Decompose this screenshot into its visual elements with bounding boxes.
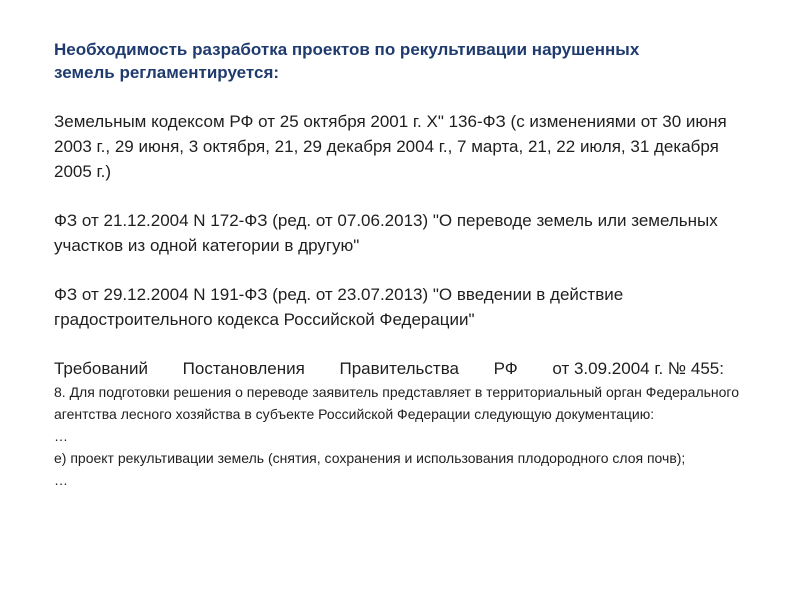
federal-law-172-paragraph: ФЗ от 21.12.2004 N 172-ФЗ (ред. от 07.06.2013) "О переводе земель или земельных участков из одной категории в другую": [54, 211, 718, 255]
heading-line-1: Необходимость разработка проектов по рекультивации нарушенных: [54, 40, 640, 59]
ellipsis-1: …: [54, 428, 68, 444]
requirements-heading: [54, 356, 724, 381]
slide-content: [54, 38, 754, 491]
item-8-text: 8. Для подготовки решения о переводе заявитель представляет в территориальный орган Федерального агентства лесного хозяйства в субъекте Российской Федерации следующую документацию:: [54, 384, 740, 422]
requirements-word-3: Правительства: [339, 359, 459, 378]
requirements-word-1: Требований: [54, 359, 149, 378]
requirements-word-5: от 3.09.2004 г. № 455:: [552, 359, 724, 378]
heading-line-2: земель регламентируется:: [54, 63, 280, 82]
requirements-word-2: Постановления: [182, 359, 305, 378]
requirements-word-4: РФ: [493, 359, 518, 378]
ellipsis-2: …: [54, 472, 68, 488]
land-code-paragraph: Земельным кодексом РФ от 25 октября 2001 г. X" 136-ФЗ (с изменениями от 30 июня 2003 г., 29 июня, 3 октября, 21, 29 декабря 2004 г., 7 марта, 21, 22 июля, 31 декабря 2005 г.): [54, 112, 727, 181]
item-e-text: е) проект рекультивации земель (снятия, сохранения и использования плодородного слоя почв);: [54, 450, 686, 466]
federal-law-191-paragraph: ФЗ от 29.12.2004 N 191-ФЗ (ред. от 23.07.2013) "О введении в действие градостроительного кодекса Российской Федерации": [54, 285, 624, 329]
slide-heading: [54, 38, 754, 84]
